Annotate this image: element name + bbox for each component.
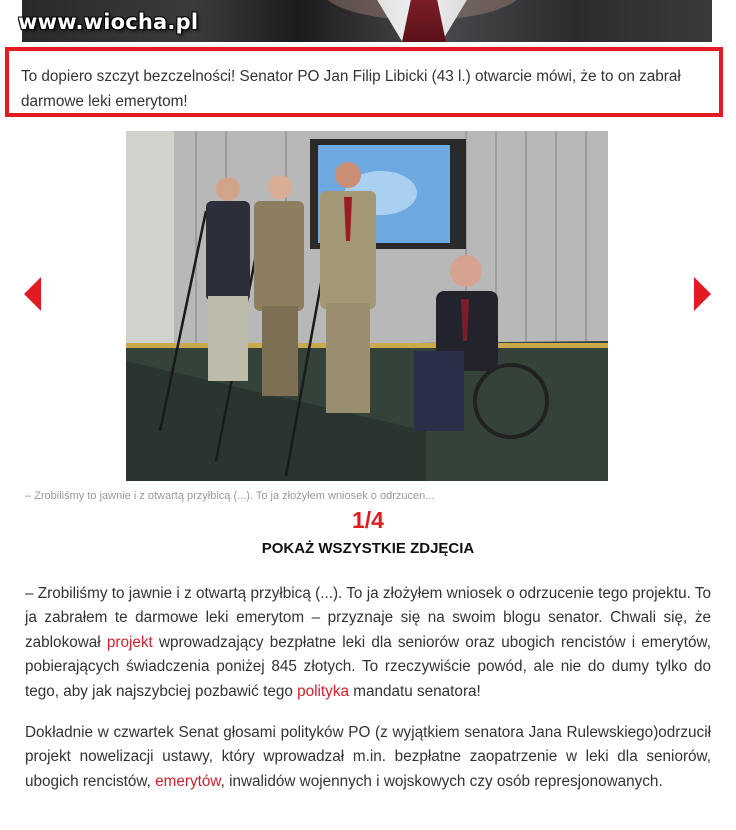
article-paragraph: – Zrobiliśmy to jawnie i z otwartą przyłbicą (...). To ja złożyłem wniosek o odrzucenie tego projektu. To ja zabrałem te darmowe leki emerytom – przyznaje się na swoim blogu senator. Chwali się, że zablokował projekt wprowadzający bezpłatne leki dla seniorów oraz ubogich rencistów i emerytów, pobierających świadczenia poniżej 845 złotych. To rzeczywiście powód, ale nie do dumy tylko do tego, aby jak najszybciej pozbawić tego polityka mandatu senatora!: [25, 585, 712, 700]
gallery-photo[interactable]: [126, 131, 608, 481]
chevron-right-icon[interactable]: [694, 277, 711, 311]
chevron-left-icon[interactable]: [24, 277, 41, 311]
photo-caption: – Zrobiliśmy to jawnie i z otwartą przyłbicą (...). To ja złożyłem wniosek o odrzucen...: [25, 490, 435, 502]
article-body: [25, 582, 711, 811]
lead-text: To dopiero szczyt bezczelności! Senator PO Jan Filip Libicki (43 l.) otwarcie mówi, że to on zabrał darmowe leki emerytom!: [21, 68, 681, 110]
link-projekt[interactable]: projekt: [106, 633, 153, 651]
show-all-photos-link[interactable]: POKAŻ WSZYSTKIE ZDJĘCIA: [261, 540, 475, 557]
site-watermark: www.wiocha.pl: [18, 10, 199, 34]
article-paragraph: Dokładnie w czwartek Senat głosami polityków PO (z wyjątkiem senatora Jana Rulewskiego)odrzucił projekt nowelizacji ustawy, który wprowadzał m.in. bezpłatne zaopatrzenie w leki dla seniorów, ubogich rencistów, emerytów, inwalidów wojennych i wojskowych czy osób represjonowanych.: [25, 724, 711, 790]
link-emerytow[interactable]: emerytów: [155, 772, 221, 790]
link-polityka[interactable]: polityka: [297, 682, 349, 700]
gallery-counter: 1/4: [352, 507, 384, 533]
